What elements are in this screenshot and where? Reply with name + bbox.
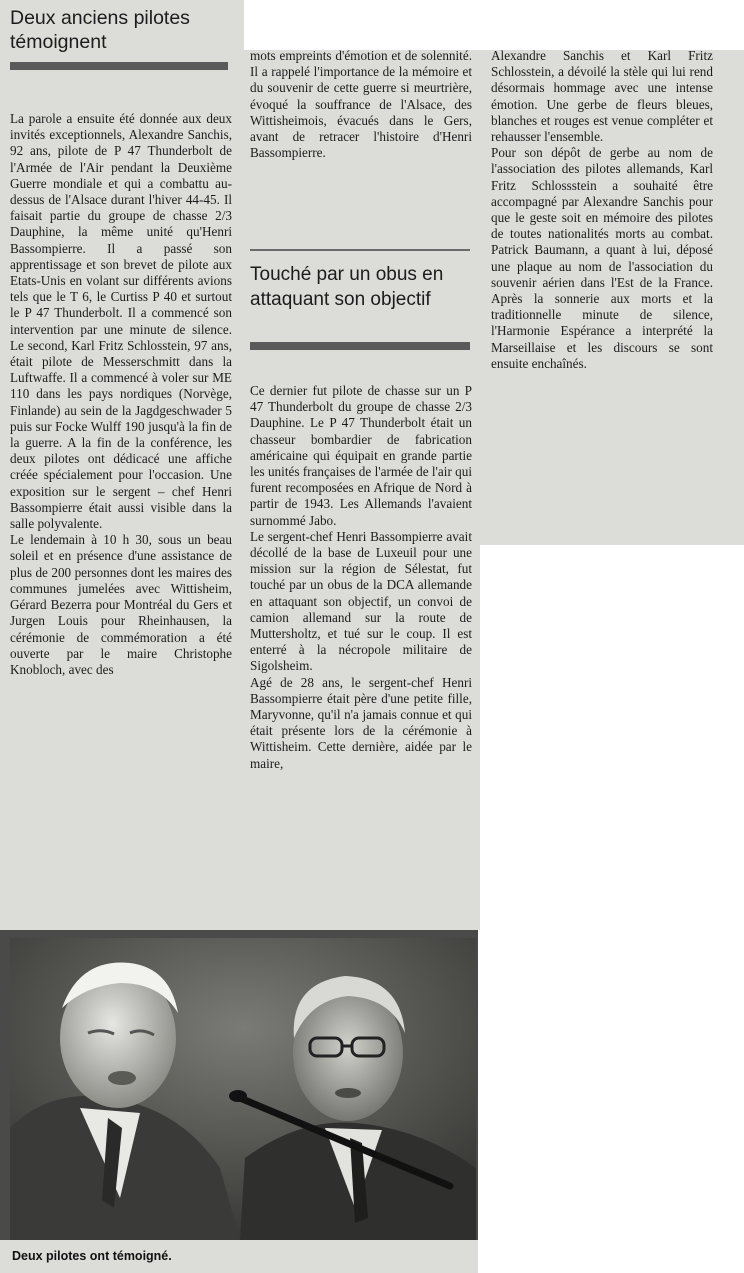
clipping-cutout	[244, 0, 744, 50]
paragraph: Ce dernier fut pilote de chasse sur un P 47 Thunderbolt du groupe de chasse 2/3 Dauphine. Le P 47 Thunderbolt était un chasseur bombardier de fabrication américaine qui équipait en grande partie les unités françaises de l'armée de l'air qui furent recomposées en Afrique de Nord à partir de 1943. Les Allemands l'avaient surnommé Jabo.	[250, 383, 472, 528]
article-column-1	[10, 111, 232, 678]
section-divider	[250, 249, 470, 251]
article-headline: Deux anciens pilotes témoignent	[10, 7, 190, 53]
paragraph: mots empreints d'émotion et de solennité. Il a rappelé l'importance de la mémoire et du souvenir de cette guerre si meurtrière, évoqué la souffrance de l'Alsace, des Wittisheimois, évacués dans le Gers, avant de retracer l'histoire d'Henri Bassompierre.	[250, 48, 472, 161]
subheadline: Touché par un obus en attaquant son objectif	[250, 264, 444, 310]
subheadline-rule	[250, 342, 470, 350]
article-column-3	[491, 48, 713, 372]
paragraph: Alexandre Sanchis et Karl Fritz Schlosstein, a dévoilé la stèle qui lui rend désormais hommage avec une intense émotion. Une gerbe de fleurs bleues, blanches et rouges est venue compléter et rehausser l'ensemble.	[491, 48, 713, 145]
paragraph: Le sergent-chef Henri Bassompierre avait décollé de la base de Luxeuil pour une mission sur la région de Sélestat, fut touché par un obus de la DCA allemande en attaquant son objectif, un convoi de camion allemand sur la route de Muttersholtz, et tué sur le coup. Il est enterré à la nécropole militaire de Sigolsheim.	[250, 528, 472, 674]
article-column-2-top	[250, 48, 472, 161]
photo-illustration	[10, 938, 476, 1240]
paragraph: Pour son dépôt de gerbe au nom de l'association des pilotes allemands, Karl Fritz Schlossstein a souhaité être accompagné par Alexandre Sanchis pour que le geste soit en mémoire des pilotes de toutes nationalités morts au combat. Patrick Baumann, a quant à lui, déposé une plaque au nom de l'association du souvenir aérien dans l'Est de la France. Après la sonnerie aux morts et la traditionnelle minute de silence, l'Harmonie Espérance a interprété la Marseillaise et les discours se sont ensuite enchaînés.	[491, 145, 713, 371]
photo-caption: Deux pilotes ont témoigné.	[12, 1249, 172, 1263]
article-column-2-bottom	[250, 383, 472, 772]
paragraph: La parole a ensuite été donnée aux deux invités exceptionnels, Alexandre Sanchis, 92 ans, pilote de P 47 Thunderbolt de l'Armée de l'Air pendant la Deuxième Guerre mondiale et qui a combattu au-dessus de l'Alsace durant l'hiver 44-45. Il faisait partie du groupe de chasse 2/3 Dauphine, la même unité qu'Henri Bassompierre. Il a passé son apprentissage et son brevet de pilote aux Etats-Unis en volant sur différents avions tels que le T 6, le Curtiss P 40 et surtout le P 47 Thunderbolt. Il a commencé son intervention par une minute de silence. Le second, Karl Fritz Schlosstein, 97 ans, était pilote de Messerschmitt dans la Luftwaffe. Il a commencé à voler sur ME 110 dans les pays nordiques (Norvège, Finlande) au sein de la Jagdgeschwader 5 puis sur Focke Wulff 190 jusqu'à la fin de la guerre. A la fin de la conférence, les deux pilotes ont dédicacé une affiche créée spécialement pour l'occasion. Une exposition sur le sergent – chef Henri Bassompierre était aussi visible dans la salle polyvalente.	[10, 111, 232, 532]
article-photo	[10, 938, 476, 1240]
paragraph: Le lendemain à 10 h 30, sous un beau soleil et en présence d'une assistance de plus de 200 personnes dont les maires des communes jumelées avec Wittisheim, Gérard Bezerra pour Montréal du Gers et Jurgen Louis pour Rheinhausen, la cérémonie de commémoration a été ouverte par le maire Christophe Knobloch, avec des	[10, 532, 232, 677]
headline-rule	[10, 62, 228, 70]
paragraph: Agé de 28 ans, le sergent-chef Henri Bassompierre était père d'une petite fille, Maryvonne, qu'il n'a jamais connue et qui était présente lors de la cérémonie à Wittisheim. Cette dernière, aidée par le maire,	[250, 674, 472, 771]
